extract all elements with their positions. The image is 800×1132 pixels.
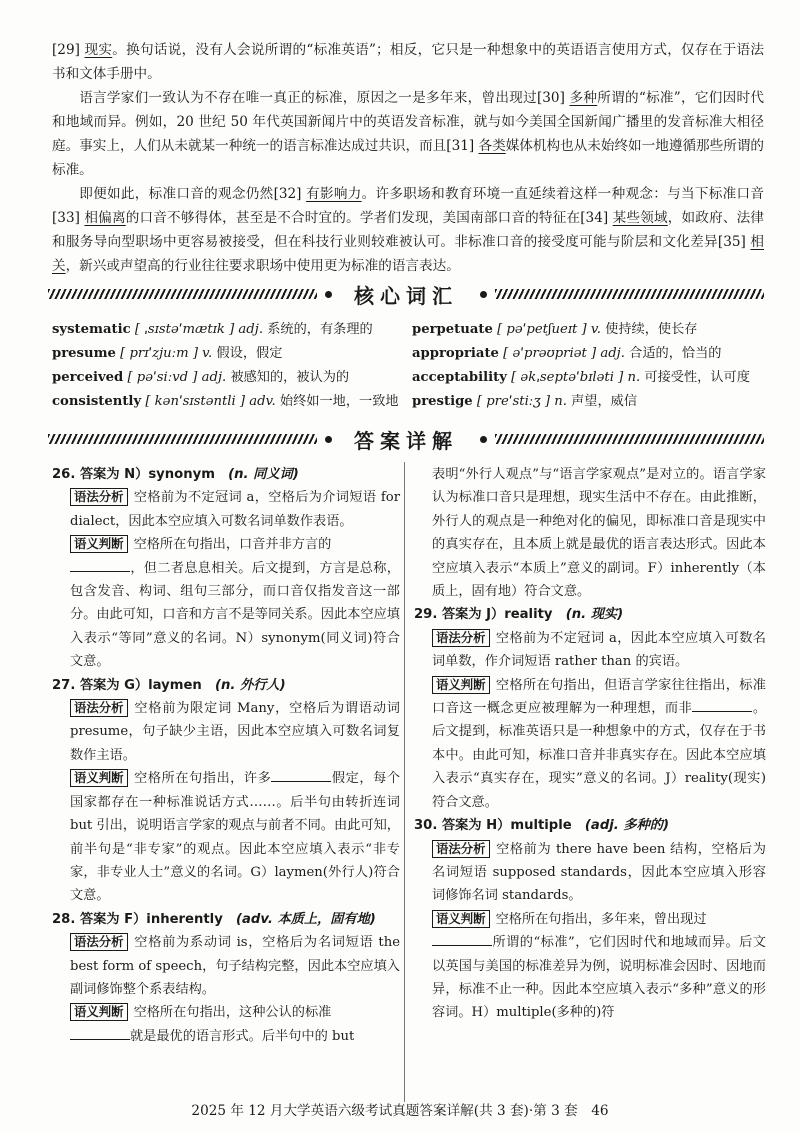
answer-underline: 相关 (52, 234, 764, 274)
semantic-analysis: 语义判断 空格所在句指出，但语言学家往往指出，标准口音这一概念更应被理解为一种理想，而非 。后文提到，标准英语只是一种想象中的方式，仅存在于书本中。由此可知，标准口音并非真实存在。因此本空应填入表示“真实存在，现实”意义的名词。J）reality(现实)符合文意。 (432, 676, 767, 810)
hatch-decoration (48, 434, 317, 444)
answer-underline: 多种 (569, 90, 598, 106)
passage-text (52, 38, 764, 278)
column-divider (404, 462, 405, 1102)
question-heading: 27. 答案为 G）laymen (n. 外行人) (52, 677, 286, 693)
bullet-dot (480, 291, 487, 298)
answer-column-right (414, 463, 766, 1025)
vocab-column-left (52, 318, 412, 414)
semantic-analysis: 语义判断 空格所在句指出，口音并非方言的 ，但二者息息相关。后文提到，方言是总称，包含发音、构词、组句三部分，而口音仅指发音这一部分。由此可知，口音和方言不是等同关系。因此本空应填入表示“等同”意义的名词。N）synonym(同义词)符合文意。 (70, 536, 400, 670)
vocab-entry: systematic [ ˌsɪstəˈmætɪk ] adj. 系统的，有条理的 (52, 322, 373, 337)
vocab-list (52, 318, 764, 414)
grammar-tag: 语法分析 (432, 840, 490, 858)
grammar-tag: 语法分析 (70, 933, 128, 951)
section-title: 答案详解 (354, 428, 458, 453)
section-banner-vocab (48, 277, 764, 311)
semantic-tag: 语义判断 (70, 535, 128, 553)
bullet-dot (325, 436, 332, 443)
grammar-tag: 语法分析 (432, 629, 490, 647)
vocab-entry: prestige [ preˈstiːʒ ] n. 声望，威信 (412, 394, 638, 409)
answer-underline: 某些领域 (612, 210, 668, 226)
question-heading: 28. 答案为 F）inherently (adv. 本质上，固有地) (52, 911, 376, 927)
grammar-tag: 语法分析 (70, 699, 128, 717)
question-heading: 29. 答案为 J）reality (n. 现实) (414, 607, 624, 623)
grammar-tag: 语法分析 (70, 488, 128, 506)
question-heading: 26. 答案为 N）synonym (n. 同义词) (52, 467, 299, 482)
grammar-analysis: 语法分析 空格前为 there have been 结构，空格后为名词短语 supposed standards，因此本空应填入形容词修饰名词 standards。 (432, 840, 766, 904)
bullet-dot (325, 291, 332, 298)
blank-line (70, 1027, 130, 1040)
passage-paragraph: [29] 现实。换句话说，没有人会说所谓的“标准英语”；相反，它只是一种想象中的英语语言使用方式，仅存在于语法书和文体手册中。 (52, 42, 764, 82)
section-banner-answers (48, 422, 764, 456)
semantic-analysis: 语义判断 空格所在句指出，多年来，曾出现过 所谓的“标准”，它们因时代和地域而异。后文以英国与美国的标准差异为例，说明标准会因时、因地而异，标准不止一种。因此本空应填入表示“多种”意义的形容词。H）multiple(多种的)符 (432, 910, 766, 1021)
semantic-tag: 语义判断 (432, 676, 490, 694)
semantic-analysis: 语义判断 空格所在句指出，这种公认的标准 就是最优的语言形式。后半句中的 but (52, 1001, 400, 1048)
vocab-entry: appropriate [ əˈprəʊpriət ] adj. 合适的，恰当的 (412, 346, 722, 361)
semantic-analysis-continued: 表明“外行人观点”与“语言学家观点”是对立的。语言学家认为标准口音只是理想，现实生活中不存在。由此推断，外行人的观点是一种绝对化的偏见，即标准口音是现实中的真实存在，且本质上就是最优的语言表达形式。因此本空应填入表示“本质上”意义的副词。F）inherently（本质上，固有地）符合文意。 (432, 467, 766, 600)
blank-line (692, 699, 752, 712)
vocab-entry: acceptability [ əkˌseptəˈbɪləti ] n. 可接受性，认可度 (412, 370, 750, 385)
vocab-entry: perpetuate [ pəˈpetʃueɪt ] v. 使持续，使长存 (412, 322, 698, 337)
grammar-analysis: 语法分析 空格前为限定词 Many，空格后为谓语动词 presume，句子缺少主语，因此本空应填入可数名词复数作主语。 (70, 700, 400, 763)
passage-paragraph: 语言学家们一致认为不存在唯一真正的标准，原因之一是多年来，曾出现过[30] 多种所谓的“标准”，它们因时代和地域而异。例如，20 世纪 50 年代英国新闻片中的英语发音标准，就与如今美国全国新闻广播里的发音标准大相径庭。事实上，人们从未就某一种统一的语言标准达成过共识，而且[31] 各类媒体机构也从未始终如一地遵循那些所谓的标准。 (52, 90, 765, 178)
grammar-analysis: 语法分析 空格前为系动词 is，空格后为名词短语 the best form of speech，句子结构完整，因此本空应填入副词修饰整个系表结构。 (70, 934, 400, 997)
answer-underline: 各类 (478, 138, 506, 154)
semantic-analysis: 语义判断 空格所在句指出，许多 假定，每个国家都存在一种标准说话方式……。后半句由转折连词 but 引出，说明语言学家的观点与前者不同。由此可知，前半句是“非专家”的观点。因此本空应填入表示“非专家，非专业人士”意义的名词。G）laymen(外行人)符合文意。 (70, 770, 401, 904)
grammar-analysis: 语法分析 空格前为不定冠词 a，空格后为介词短语 for dialect，因此本空应填入可数名词单数作表语。 (70, 489, 400, 529)
blank-line (70, 559, 130, 572)
blank-line (432, 933, 492, 946)
semantic-tag: 语义判断 (432, 910, 490, 928)
vocab-column-right (412, 318, 764, 414)
bullet-dot (480, 436, 487, 443)
semantic-tag: 语义判断 (70, 769, 128, 787)
hatch-decoration (48, 289, 317, 299)
grammar-analysis: 语法分析 空格前为不定冠词 a，因此本空应填入可数名词单数，作介词短语 rather than 的宾语。 (432, 629, 766, 670)
section-title: 核心词汇 (354, 283, 458, 308)
passage-paragraph: 即便如此，标准口音的观念仍然[32] 有影响力。许多职场和教育环境一直延续着这样一种观念：与当下标准口音[33] 相偏离的口音不够得体，甚至是不合时宜的。学者们发现，美国南部口音的特征在[34] 某些领域，如政府、法律和服务导向型职场中更容易被接受，但在科技行业则较难被认可。非标准口音的接受度可能与阶层和文化差异[35] 相关，新兴或声望高的行业往往要求职场中使用更为标准的语言表达。 (52, 186, 765, 274)
vocab-entry: consistently [ kənˈsɪstəntli ] adv. 始终如一地，一致地 (52, 394, 399, 409)
vocab-entry: presume [ prɪˈzjuːm ] v. 假设，假定 (52, 346, 283, 361)
answer-underline: 相偏离 (84, 210, 126, 226)
answer-column-left (52, 463, 400, 1048)
blank-line (271, 769, 331, 782)
page-footer: 2025 年 12 月大学英语六级考试真题答案详解(共 3 套)·第 3 套 46 (191, 1103, 609, 1119)
question-heading: 30. 答案为 H）multiple (adj. 多种的) (414, 818, 669, 834)
answer-underline: 有影响力 (306, 186, 362, 202)
answer-underline: 现实 (84, 42, 113, 58)
hatch-decoration (495, 434, 764, 444)
semantic-tag: 语义判断 (70, 1003, 128, 1021)
vocab-entry: perceived [ pəˈsiːvd ] adj. 被感知的，被认为的 (52, 370, 350, 385)
hatch-decoration (495, 289, 764, 299)
